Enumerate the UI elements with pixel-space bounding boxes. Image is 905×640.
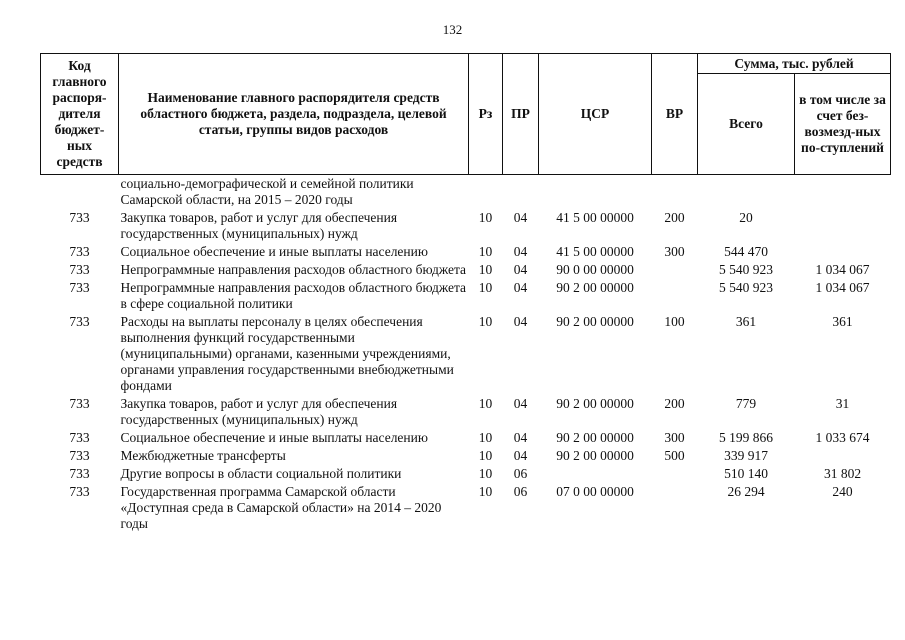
cell-vr: 100: [664, 314, 685, 329]
cell-vr: [652, 261, 698, 279]
cell-pr: 04: [513, 430, 528, 445]
continuation-text: социально-демографической и семейной политики Самарской области, на 2015 – 2020 годы: [120, 176, 414, 207]
cell-rz: 10: [478, 314, 493, 329]
cell-vr: 200: [664, 396, 685, 411]
cell-code: 733: [69, 430, 90, 445]
cell-csr: 90 0 00 00000: [556, 262, 634, 277]
cell-code: 733: [69, 262, 90, 277]
cell-grants: [795, 447, 891, 465]
table-row: [41, 261, 891, 279]
cell-rz: 10: [478, 244, 493, 259]
cell-rz: 10: [478, 396, 493, 411]
cell-name: Социальное обеспечение и иные выплаты населению: [120, 244, 428, 259]
cell-pr: 04: [513, 314, 528, 329]
cell-csr: 90 2 00 00000: [556, 396, 634, 411]
cell-code: 733: [69, 210, 90, 225]
table-row: [41, 429, 891, 447]
cell-rz: 10: [478, 210, 493, 225]
cell-code: 733: [69, 314, 90, 329]
cell-csr: 90 2 00 00000: [556, 448, 634, 463]
cell-name: Межбюджетные трансферты: [120, 448, 286, 463]
cell-pr: 06: [513, 466, 528, 481]
cell-vr: [652, 483, 698, 533]
cell-total: 26 294: [727, 484, 765, 499]
cell-vr: 200: [664, 210, 685, 225]
cell-grants: 1 033 674: [815, 430, 870, 445]
cell-rz: 10: [478, 448, 493, 463]
cell-total: 5 540 923: [719, 280, 773, 295]
table-row: [41, 209, 891, 243]
cell-rz: 10: [478, 484, 493, 499]
cell-vr: 500: [664, 448, 685, 463]
header-rz: Рз: [469, 54, 503, 175]
header-code: Код главного распоря-дителя бюджет-ных средств: [41, 54, 119, 175]
header-vr: ВР: [652, 54, 698, 175]
budget-table: [40, 53, 891, 533]
cell-total: 361: [735, 314, 757, 329]
cell-csr: 41 5 00 00000: [556, 210, 634, 225]
header-sum: Сумма, тыс. рублей: [698, 54, 891, 74]
cell-name: Закупка товаров, работ и услуг для обеспечения государственных (муниципальных) нужд: [120, 210, 398, 241]
cell-grants: 31: [835, 396, 850, 411]
cell-name: Другие вопросы в области социальной политики: [120, 466, 402, 481]
page-number: 132: [442, 22, 463, 37]
table-row: [41, 465, 891, 483]
cell-rz: 10: [478, 430, 493, 445]
table-row: [41, 447, 891, 465]
cell-rz: 10: [478, 466, 493, 481]
cell-rz: 10: [478, 280, 493, 295]
cell-grants: [795, 209, 891, 243]
table-row: [41, 279, 891, 313]
cell-name: Непрограммные направления расходов областного бюджета: [120, 262, 467, 277]
cell-code: 733: [69, 244, 90, 259]
cell-pr: 04: [513, 448, 528, 463]
cell-name: Расходы на выплаты персоналу в целях обеспечения выполнения функций государственными (муниципальными) органами, казенными учреждениями, органами управления государственными внебюджетными фондами: [120, 314, 454, 393]
cell-rz: 10: [478, 262, 493, 277]
continuation-row: [41, 175, 891, 210]
cell-csr: 41 5 00 00000: [556, 244, 634, 259]
cell-grants: 240: [832, 484, 853, 499]
cell-code: 733: [69, 448, 90, 463]
cell-grants: [795, 243, 891, 261]
header-name: Наименование главного распорядителя средств областного бюджета, раздела, подраздела, целевой статьи, группы видов расходов: [119, 54, 469, 175]
header-grants: в том числе за счет без-возмезд-ных по-ступлений: [795, 74, 891, 175]
cell-pr: 04: [513, 396, 528, 411]
header-pr: ПР: [503, 54, 539, 175]
cell-vr: 300: [664, 430, 685, 445]
cell-total: 20: [739, 210, 753, 225]
cell-total: 5 540 923: [719, 262, 773, 277]
cell-csr: 90 2 00 00000: [556, 280, 634, 295]
cell-total: 544 470: [724, 244, 768, 259]
cell-code: 733: [69, 466, 90, 481]
cell-pr: 04: [513, 262, 528, 277]
table-row: [41, 243, 891, 261]
cell-code: 733: [69, 396, 90, 411]
cell-vr: [652, 279, 698, 313]
cell-csr: 90 2 00 00000: [556, 314, 634, 329]
cell-grants: 1 034 067: [815, 262, 870, 277]
cell-csr: [539, 465, 652, 483]
cell-vr: 300: [664, 244, 685, 259]
cell-pr: 04: [513, 244, 528, 259]
cell-pr: 06: [513, 484, 528, 499]
cell-code: 733: [69, 484, 90, 499]
cell-pr: 04: [513, 210, 528, 225]
cell-name: Социальное обеспечение и иные выплаты населению: [120, 430, 428, 445]
table-row: [41, 313, 891, 395]
table-row: [41, 395, 891, 429]
cell-csr: 07 0 00 00000: [556, 484, 634, 499]
table-row: [41, 483, 891, 533]
cell-name: Непрограммные направления расходов областного бюджета в сфере социальной политики: [120, 280, 467, 311]
cell-name: Закупка товаров, работ и услуг для обеспечения государственных (муниципальных) нужд: [120, 396, 398, 427]
cell-total: 5 199 866: [719, 430, 773, 445]
cell-csr: 90 2 00 00000: [556, 430, 634, 445]
cell-grants: 361: [832, 314, 853, 329]
cell-grants: 31 802: [823, 466, 862, 481]
cell-pr: 04: [513, 280, 528, 295]
cell-code: 733: [69, 280, 90, 295]
cell-name: Государственная программа Самарской области «Доступная среда в Самарской области» на 2014 – 2020 годы: [120, 484, 442, 531]
cell-total: 779: [735, 396, 757, 411]
cell-vr: [652, 465, 698, 483]
cell-grants: 1 034 067: [815, 280, 870, 295]
header-csr: ЦСР: [539, 54, 652, 175]
header-total: Всего: [698, 74, 795, 175]
cell-total: 510 140: [724, 466, 768, 481]
cell-total: 339 917: [724, 448, 768, 463]
